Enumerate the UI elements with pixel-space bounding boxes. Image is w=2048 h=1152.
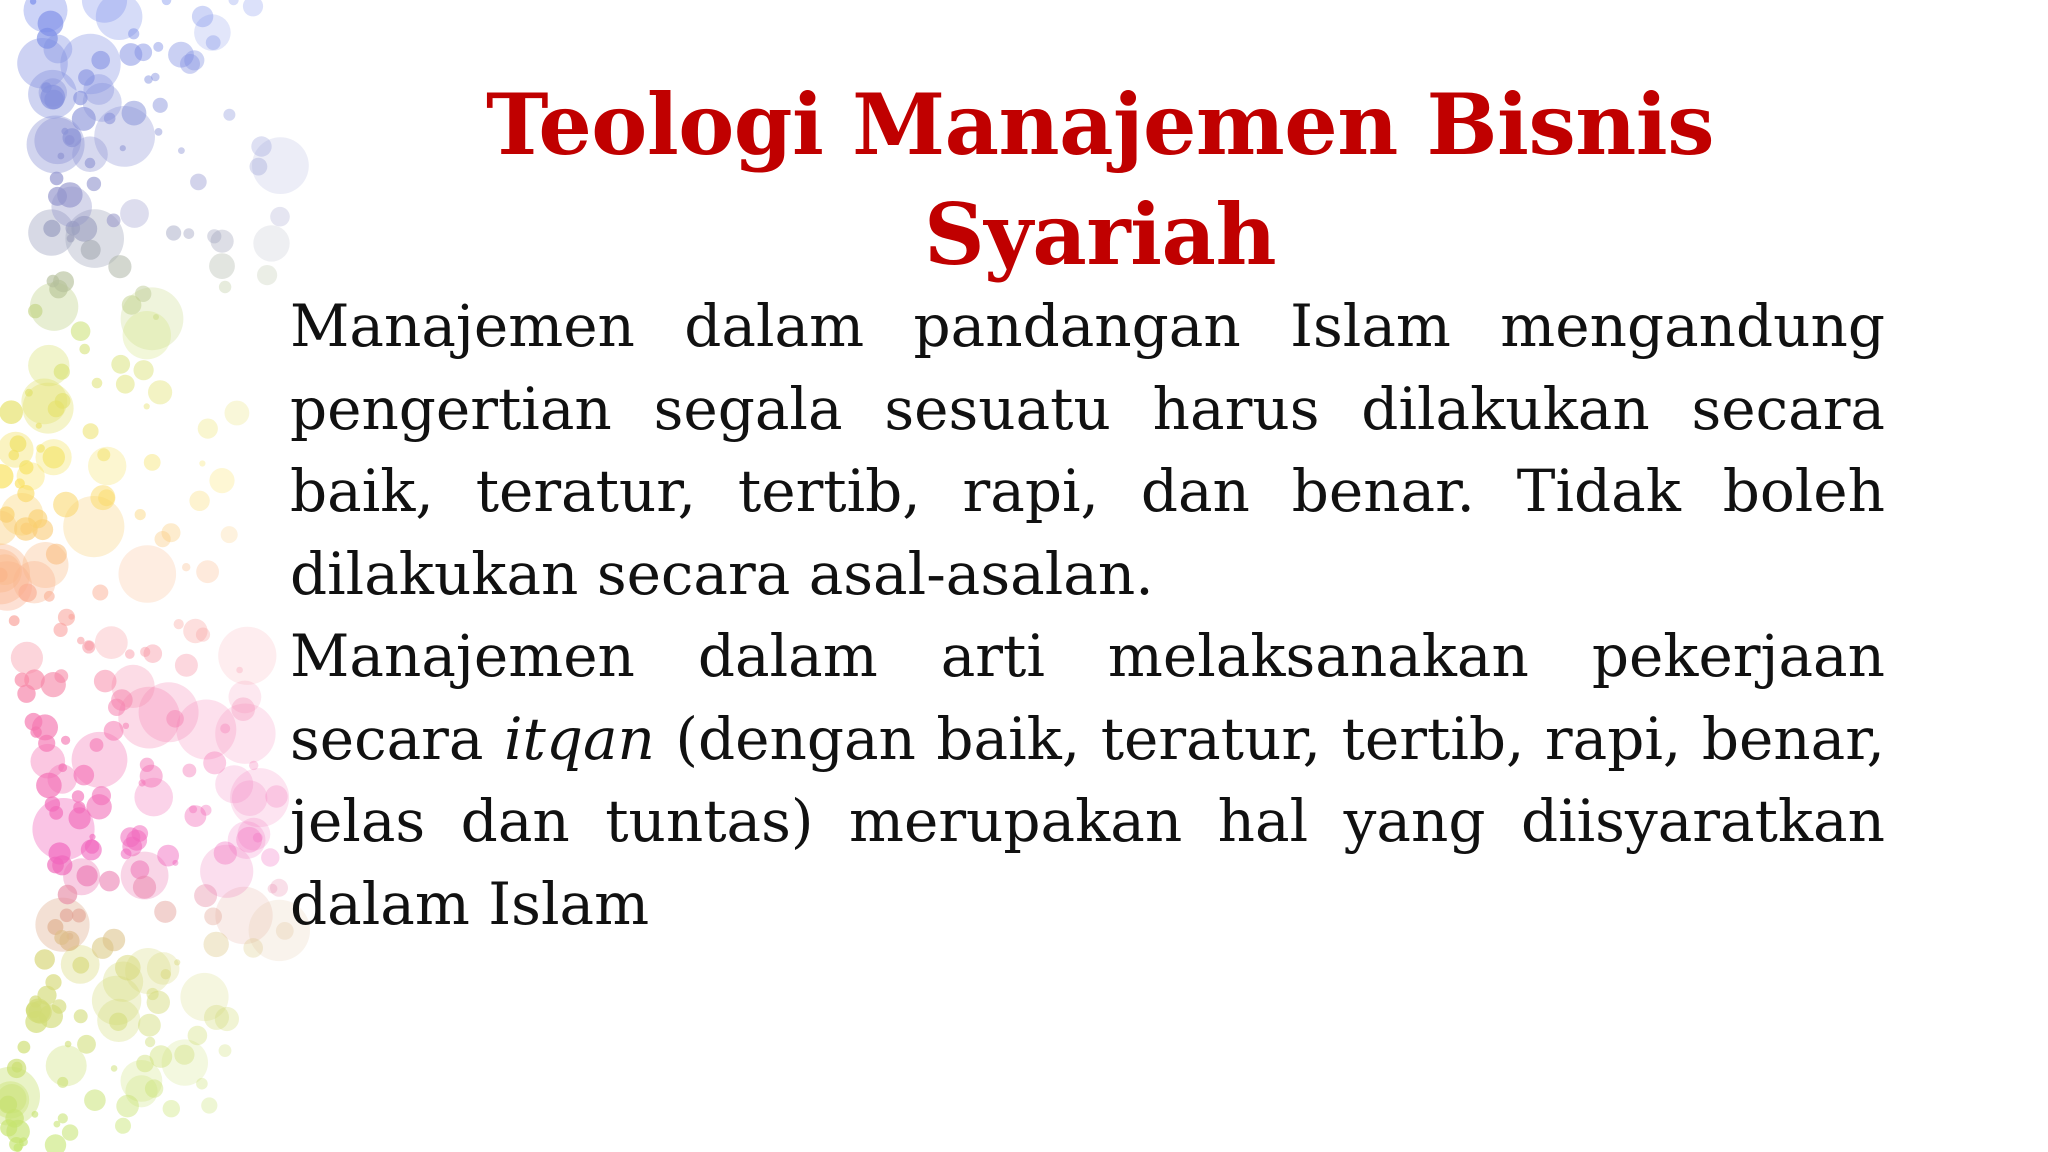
bubble — [11, 642, 43, 674]
bubble — [144, 403, 150, 409]
bubble — [99, 871, 120, 892]
bubble — [230, 768, 289, 827]
bubble — [36, 444, 45, 453]
bubble — [253, 833, 263, 843]
bubble — [182, 563, 190, 571]
bubble — [104, 113, 116, 125]
bubble — [38, 11, 64, 37]
bubble — [84, 1089, 106, 1111]
bubble — [231, 697, 255, 721]
bubble — [174, 1045, 194, 1065]
bubble — [30, 726, 41, 737]
bubble — [162, 523, 181, 542]
bubble — [94, 670, 117, 693]
slide-body — [290, 285, 1885, 945]
bubble — [69, 807, 91, 829]
bubble — [183, 228, 194, 239]
bokeh-bubbles-decoration — [0, 0, 310, 1152]
bubble — [45, 974, 61, 990]
bubble — [140, 647, 150, 657]
bubble — [162, 0, 172, 5]
bubble — [207, 229, 221, 243]
bubble — [133, 876, 156, 899]
bubble — [103, 929, 126, 952]
bubble — [209, 468, 234, 493]
bubble — [49, 806, 63, 820]
bubble — [150, 1045, 173, 1068]
bubble — [15, 673, 30, 688]
bubble — [190, 174, 207, 191]
bubble — [87, 177, 101, 191]
bubble — [120, 145, 126, 151]
bubble — [45, 1134, 66, 1152]
bubble — [209, 253, 235, 279]
bubble — [153, 98, 168, 113]
bubble — [0, 1119, 17, 1136]
bubble — [58, 885, 78, 905]
bubble — [0, 400, 23, 424]
bubble — [147, 952, 180, 985]
bubble — [183, 764, 197, 778]
bubble — [48, 401, 65, 418]
bubble — [112, 665, 155, 708]
bubble — [60, 34, 120, 94]
bubble — [74, 1009, 88, 1023]
bubble — [145, 1037, 155, 1047]
bubble — [189, 491, 209, 511]
bubble — [15, 478, 25, 488]
bubble — [115, 1118, 131, 1134]
bubble — [47, 275, 60, 288]
bubble — [178, 147, 185, 154]
bubble — [188, 1026, 208, 1046]
bubble — [120, 199, 149, 228]
bubble — [116, 375, 135, 394]
bubble — [155, 128, 163, 136]
paragraph-2-end: (dengan baik, teratur, tertib, rapi, benar, jelas dan tuntas) merupakan hal yang diisyaratkan dalam Islam — [290, 704, 1885, 938]
paragraph-2-start: Manajemen dalam arti melaksanakan pekerjaan secara — [290, 622, 1885, 773]
bubble — [81, 839, 102, 860]
bubble — [54, 364, 70, 380]
bubble — [89, 834, 95, 840]
bubble — [168, 42, 194, 68]
bubble — [119, 545, 177, 603]
bubble — [148, 380, 172, 404]
bubble — [20, 523, 32, 535]
bubble — [43, 446, 65, 468]
bubble — [53, 492, 79, 518]
bubble — [111, 355, 130, 374]
bubble — [72, 909, 86, 923]
bubble — [119, 43, 142, 66]
bubble — [201, 1097, 217, 1113]
bubble — [57, 182, 82, 207]
bubble — [108, 255, 131, 278]
bubble — [95, 626, 128, 659]
bubble — [60, 909, 74, 923]
bubble — [83, 423, 99, 439]
bubble — [21, 379, 67, 425]
bubble — [154, 901, 176, 923]
bubble — [221, 526, 238, 543]
bubble — [40, 85, 65, 110]
bubble — [48, 764, 77, 793]
bubble — [145, 1079, 163, 1097]
bubble — [58, 153, 65, 160]
bubble — [200, 845, 253, 898]
bubble — [9, 615, 20, 626]
bubble — [120, 827, 140, 847]
bubble — [35, 949, 55, 969]
bubble — [107, 214, 121, 228]
bubble — [74, 765, 95, 786]
bubble — [270, 207, 290, 227]
bubble — [175, 654, 198, 677]
bubble — [270, 879, 288, 897]
bubble — [61, 128, 68, 135]
bubble — [116, 1095, 139, 1118]
bubble — [183, 619, 207, 643]
bubble — [192, 6, 213, 27]
bubble — [72, 136, 108, 172]
bubble — [77, 865, 98, 886]
bubble — [144, 454, 161, 471]
paragraph-1: Manajemen dalam pandangan Islam mengandung pengertian segala sesuatu harus dilakukan secara baik, teratur, tertib, rapi, dan benar. Tidak boleh dilakukan secara asal-asalan. — [290, 292, 1885, 608]
bubble — [198, 419, 218, 439]
bubble — [225, 401, 250, 426]
bubble — [97, 448, 110, 461]
bubble — [257, 265, 277, 285]
bubble — [201, 805, 212, 816]
bubble — [174, 619, 184, 629]
bubble — [189, 805, 197, 813]
bubble — [204, 932, 229, 957]
bubble — [243, 0, 263, 16]
bubble — [68, 614, 74, 620]
bubble — [28, 304, 42, 318]
bubble — [196, 560, 219, 583]
bubble — [253, 225, 289, 261]
bubble — [49, 842, 71, 864]
bubble — [261, 848, 279, 866]
bubble — [77, 637, 85, 645]
bubble — [138, 1014, 161, 1037]
bubble — [90, 738, 104, 752]
bubble — [10, 435, 27, 452]
bubble — [144, 75, 153, 84]
bubble — [172, 860, 178, 866]
bubble — [122, 101, 147, 126]
bubble — [18, 584, 36, 602]
bubble — [58, 1113, 68, 1123]
bubble — [79, 344, 90, 355]
bubble — [0, 464, 14, 488]
bubble — [46, 1045, 87, 1086]
bubble — [54, 930, 69, 945]
bubble — [92, 976, 141, 1025]
bubble — [128, 28, 139, 39]
bubble — [223, 109, 235, 121]
bubble — [81, 240, 101, 260]
bubble — [62, 1124, 78, 1140]
bubble — [125, 649, 135, 659]
bubble — [219, 281, 231, 293]
bubble — [41, 672, 66, 697]
bubble — [29, 1001, 52, 1024]
bubble — [71, 321, 91, 341]
bubble — [196, 1078, 208, 1090]
bubble — [123, 311, 171, 359]
bubble — [72, 790, 84, 802]
slide-title: Teologi Manajemen Bisnis Syariah — [485, 75, 1715, 284]
bubble — [54, 623, 68, 637]
bubble — [92, 378, 103, 389]
bubble — [134, 360, 154, 380]
bubble — [163, 1100, 180, 1117]
bubble — [166, 225, 181, 240]
bubble — [206, 35, 221, 50]
bubble — [176, 700, 236, 760]
bubble — [204, 908, 222, 926]
bubble — [135, 509, 146, 520]
bubble — [122, 295, 142, 315]
bubble — [218, 627, 276, 685]
bubble — [111, 1065, 118, 1072]
bubble — [50, 172, 64, 186]
bubble — [219, 1044, 232, 1057]
paragraph-2-emphasis: itqan — [503, 704, 655, 773]
paragraph-2 — [290, 615, 1885, 945]
bubble — [153, 42, 163, 52]
bubble — [18, 1041, 31, 1054]
bubble — [140, 758, 154, 772]
bubble — [199, 460, 205, 466]
bubble — [61, 736, 70, 745]
bubble — [90, 485, 115, 510]
bubble — [72, 957, 89, 974]
bubble — [229, 0, 239, 5]
bubble — [180, 973, 228, 1021]
bubble — [92, 585, 108, 601]
